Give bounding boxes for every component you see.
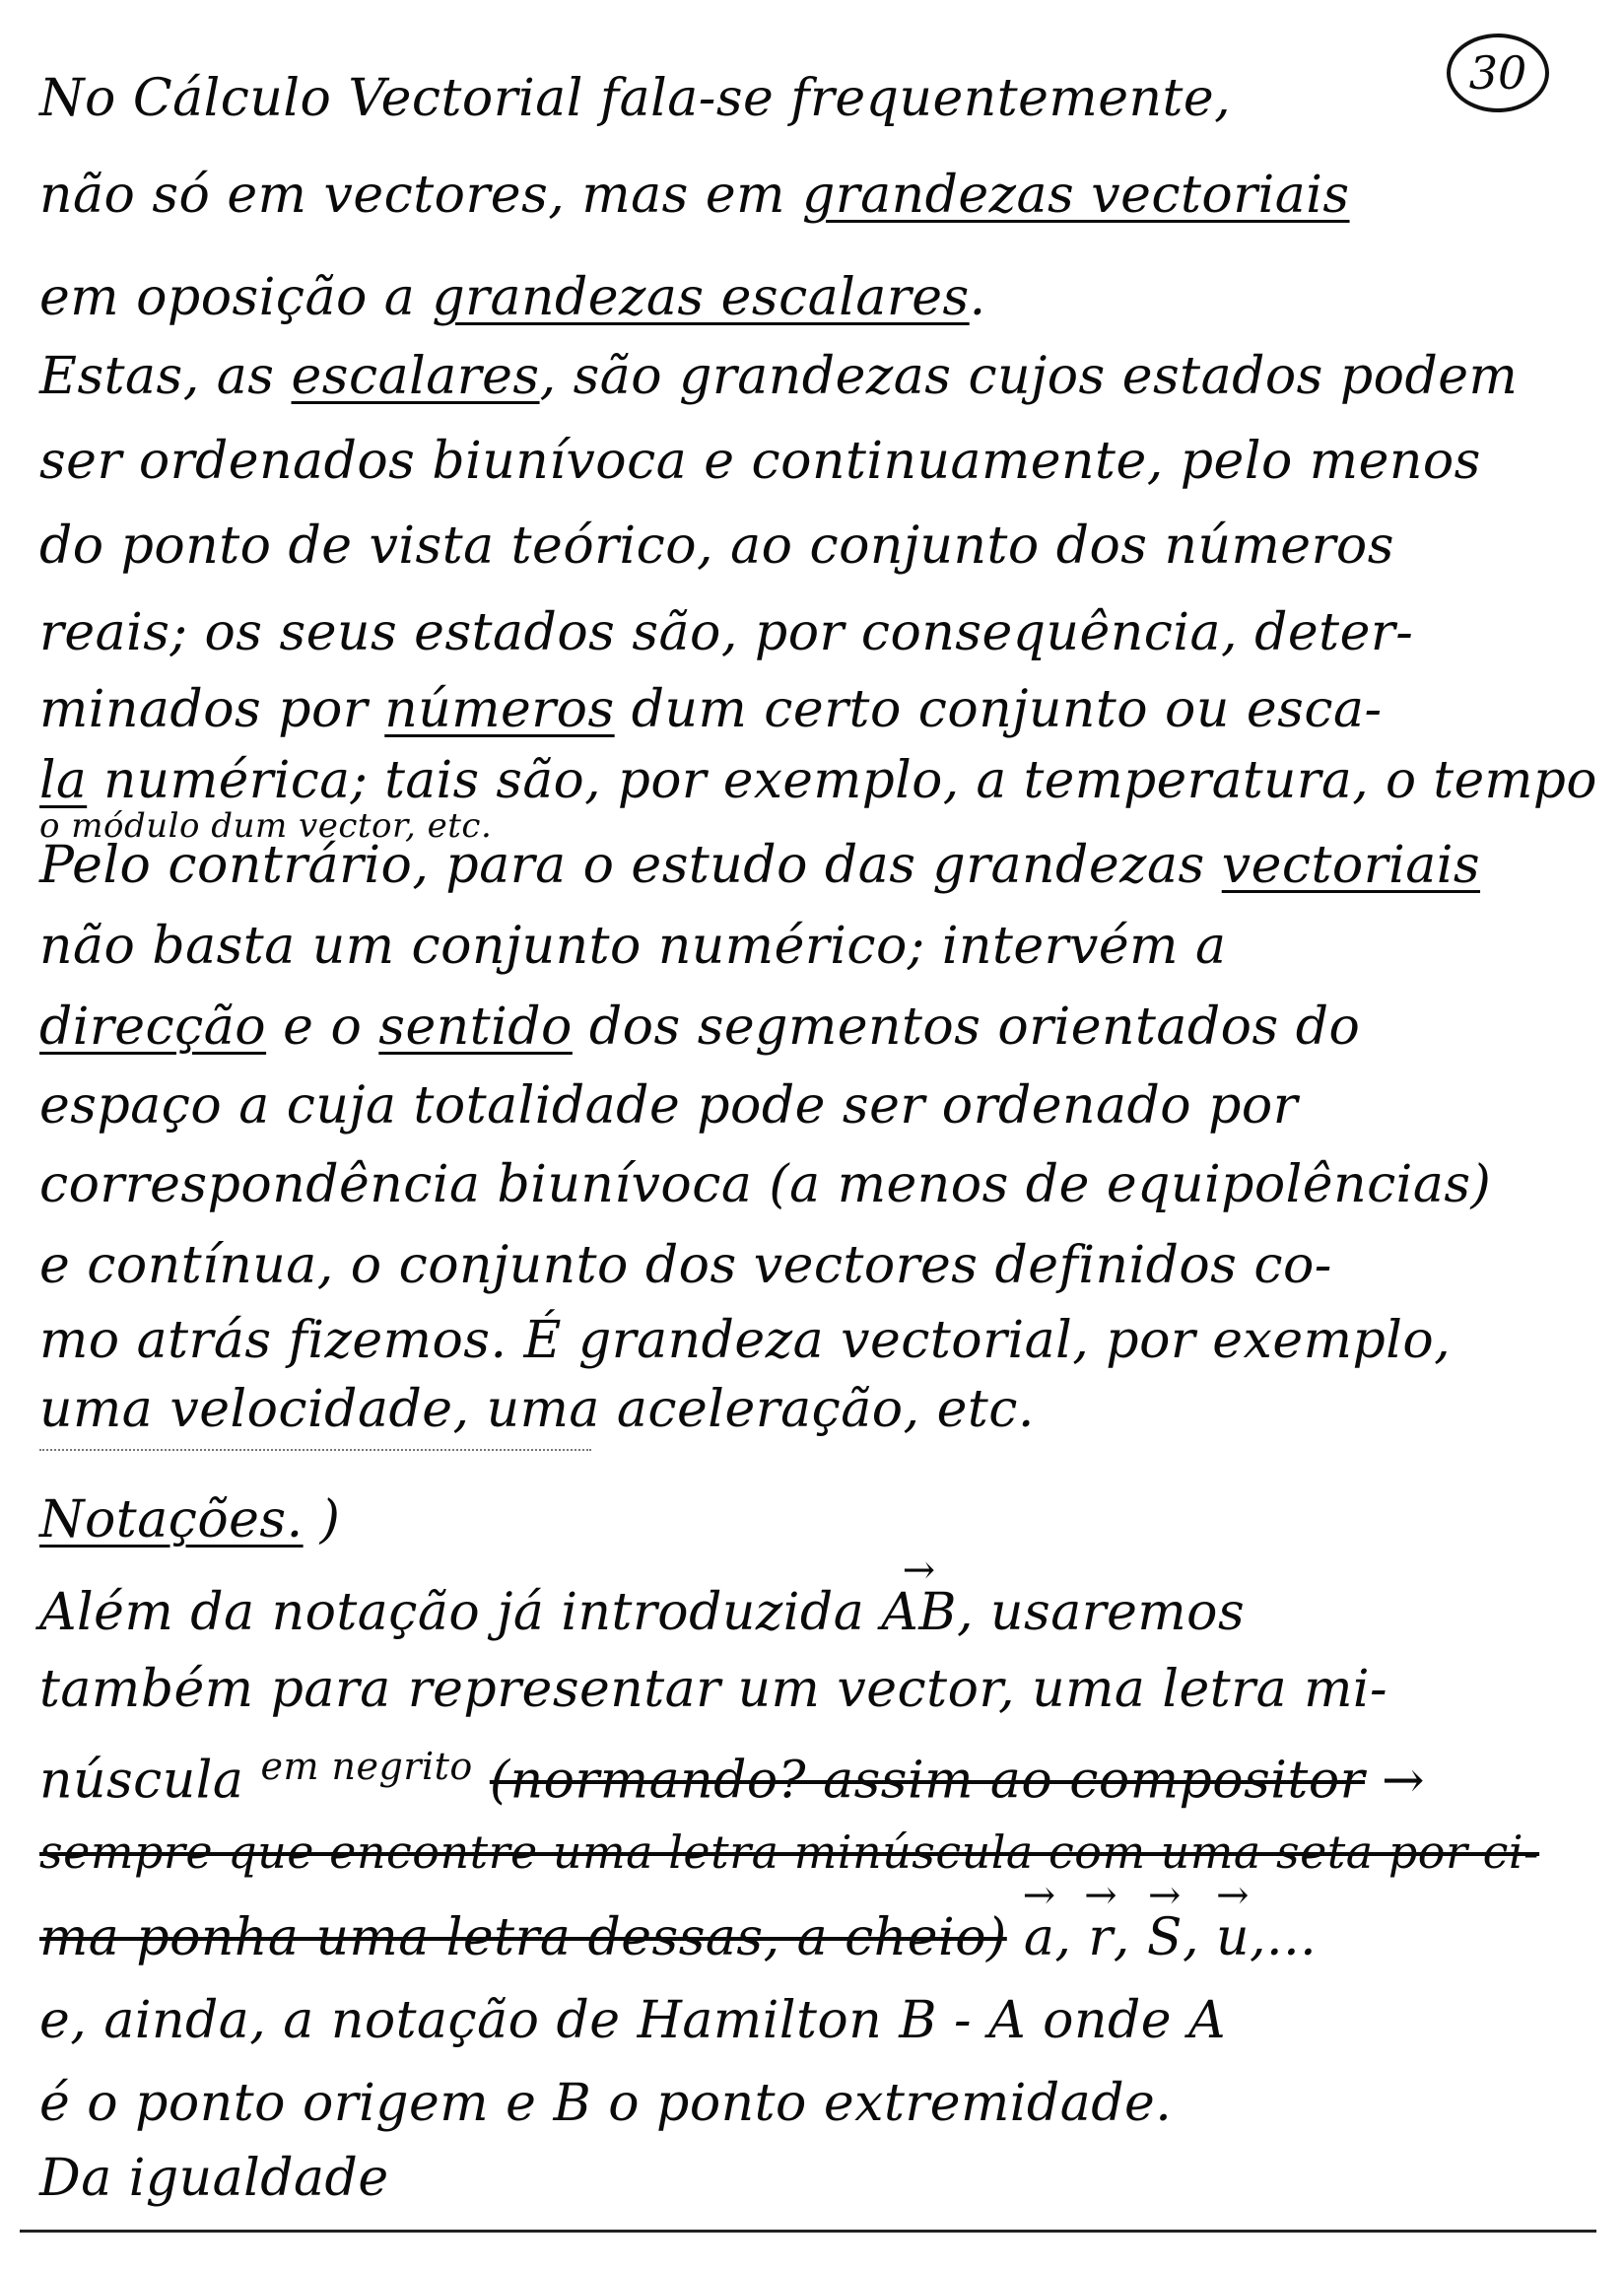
text-segment: Da igualdade xyxy=(39,2149,389,2208)
text-segment: Pelo contrário, para o estudo das grandezas xyxy=(39,836,1205,895)
text-line-5 xyxy=(39,432,1481,491)
text-segment: ser ordenados biunívoca e continuamente, pelo menos xyxy=(39,432,1481,491)
underlined-term: la xyxy=(39,751,88,810)
text-line-19 xyxy=(39,1660,1387,1719)
struck-text: (normando? assim ao compositor xyxy=(489,1751,1365,1811)
text-segment: espaço a cuja totalidade pode ser ordenado por xyxy=(39,1076,1299,1136)
text-line-23 xyxy=(39,1991,1226,2050)
text-segment: e o xyxy=(283,998,363,1057)
text-segment: em oposição a xyxy=(39,268,416,327)
text-segment: reais; os seus estados são, por consequência, deter- xyxy=(39,603,1414,662)
text-segment: , usaremos xyxy=(957,1583,1246,1642)
text-line-1 xyxy=(39,69,1231,128)
text-line-8 xyxy=(39,680,1383,739)
text-segment: Além da notação já introduzida xyxy=(39,1583,865,1642)
underlined-term: grandezas vectoriais xyxy=(801,166,1350,225)
text-segment: não basta um conjunto numérico; intervém a xyxy=(39,917,1227,976)
text-line-15 xyxy=(39,1236,1332,1295)
page-number: 30 xyxy=(1447,34,1549,112)
text-line-24 xyxy=(39,2074,1172,2133)
underlined-term: grandezas escalares xyxy=(432,268,970,327)
underlined-term: direcção xyxy=(39,998,267,1057)
bottom-rule xyxy=(20,2230,1596,2233)
text-line-20: núscula $^{em negrito}$ (normando? assim ao compositor → xyxy=(39,1745,1426,1811)
text-line-7 xyxy=(39,603,1413,662)
text-line-25 xyxy=(39,2149,389,2208)
vector-r: → r xyxy=(1088,1902,1113,1967)
text-segment: o módulo dum vector, etc. xyxy=(39,806,493,846)
struck-text: sempre que encontre uma letra minúscula com uma seta por ci- xyxy=(39,1825,1540,1879)
text-line-4 xyxy=(39,347,1518,406)
text-line-11 xyxy=(39,917,1226,976)
underlined-term: escalares xyxy=(291,347,540,406)
text-segment: e contínua, o conjunto dos vectores definidos co- xyxy=(39,1236,1332,1295)
underlined-term: vectoriais xyxy=(1221,836,1481,895)
text-segment: dos segmentos orientados do xyxy=(588,998,1361,1057)
dotted-separator xyxy=(39,1449,591,1451)
struck-text: ma ponha uma letra dessas, a cheio) xyxy=(39,1908,1007,1967)
text-line-16 xyxy=(39,1311,1451,1370)
text-segment: uma velocidade, uma aceleração, etc. xyxy=(39,1380,1035,1439)
text-line-13 xyxy=(39,1076,1298,1136)
text-line-17 xyxy=(39,1380,1035,1439)
text-segment: dum certo conjunto ou esca- xyxy=(631,680,1383,739)
text-line-14 xyxy=(39,1155,1491,1214)
text-segment: núscula xyxy=(39,1751,244,1811)
text-line-2 xyxy=(39,166,1350,225)
text-segment: minados por xyxy=(39,680,369,739)
section-heading: Notações. ) xyxy=(39,1490,341,1549)
text-line-22: ma ponha uma letra dessas, a cheio) → a, → r, → S, → u,... xyxy=(39,1902,1317,1967)
underlined-term: sentido xyxy=(378,998,573,1057)
text-line-6 xyxy=(39,516,1394,576)
text-line-10 xyxy=(39,836,1480,895)
text-segment: não só em vectores, mas em xyxy=(39,166,785,225)
text-segment: correspondência biunívoca (a menos de equipolências) xyxy=(39,1155,1492,1214)
text-segment: numérica; tais são, por exemplo, a temperatura, o tempo xyxy=(103,751,1597,810)
notations-heading: Notações. xyxy=(39,1490,304,1549)
text-segment: é o ponto origem e B o ponto extremidade. xyxy=(39,2074,1173,2133)
text-line-21 xyxy=(39,1825,1539,1879)
text-segment: Estas, as xyxy=(39,347,275,406)
insertion-note: em negrito xyxy=(260,1745,473,1788)
text-segment: , são grandezas cujos estados podem xyxy=(539,347,1519,406)
text-segment: e, ainda, a notação de Hamilton B - A onde A xyxy=(39,1991,1227,2050)
vector-u: → u xyxy=(1216,1902,1250,1967)
underlined-term: números xyxy=(384,680,615,739)
text-segment: No Cálculo Vectorial fala-se frequentemente, xyxy=(39,69,1232,128)
text-line-3: em oposição a grandezas escalares. xyxy=(39,268,986,327)
text-segment: mo atrás fizemos. É grandeza vectorial, por exemplo, xyxy=(39,1311,1452,1370)
vector-ab: → AB xyxy=(881,1577,957,1642)
vector-a: → a xyxy=(1024,1902,1055,1967)
vector-s: → S xyxy=(1147,1902,1183,1967)
text-line-18 xyxy=(39,1577,1245,1642)
text-line-12 xyxy=(39,998,1360,1057)
text-segment: do ponto de vista teórico, ao conjunto dos números xyxy=(39,516,1394,576)
text-segment: também para representar um vector, uma letra mi- xyxy=(39,1660,1388,1719)
text-line-9 xyxy=(39,751,1597,810)
